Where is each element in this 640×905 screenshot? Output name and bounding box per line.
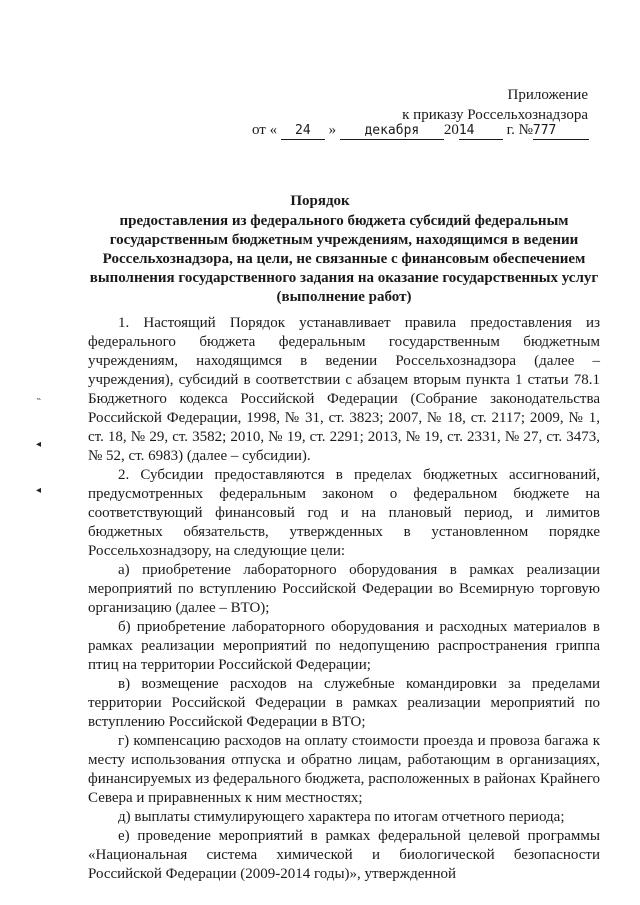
- scan-mark-icon: ◂: [36, 439, 42, 450]
- list-item-g: г) компенсацию расходов на оплату стоимости проезда и провоза багажа к месту использования отпуска и обратно лицам, работающим в организациях, финансируемых из федерального бюджета, расположенных в районах Крайнего Севера и приравненных к ним местностях;: [88, 733, 600, 806]
- list-item-d: д) выплаты стимулирующего характера по итогам отчетного периода;: [118, 809, 565, 825]
- scan-mark-icon: ◂: [36, 485, 42, 496]
- scan-mark-icon: ˵: [37, 393, 41, 404]
- order-reference: к приказу Россельхознадзора: [402, 107, 588, 123]
- document-body: [88, 314, 600, 884]
- year-suffix: 14: [459, 123, 503, 140]
- year-number-label: г. №: [506, 122, 533, 138]
- order-day: 24: [281, 123, 325, 140]
- paragraph-2: 2. Субсидии предоставляются в пределах бюджетных ассигнований, предусмотренных федеральным законом о федеральном бюджете на соответствующий финансовый год и на плановый период, и лимитов бюджетных обязательств, утвержденных в установленном порядке Россельхознадзору, на следующие цели:: [88, 467, 600, 559]
- list-item-v: в) возмещение расходов на служебные командировки за пределами территории Российской Федерации в рамках реализации мероприятий по вступлению Российской Федерации в ВТО;: [88, 676, 600, 730]
- order-month: декабря: [340, 123, 444, 140]
- appendix-block: [402, 85, 588, 125]
- appendix-label: Приложение: [507, 87, 588, 103]
- list-item-e: е) проведение мероприятий в рамках федеральной целевой программы «Национальная система химической и биологической безопасности Российской Федерации (2009-2014 годы)», утвержденной: [88, 828, 600, 882]
- from-prefix: от «: [252, 122, 278, 138]
- document-subtitle: предоставления из федерального бюджета субсидий федеральным государственным бюджетным учреждениям, находящимся в ведении Россельхознадзора, на цели, не связанные с финансовым обеспечением выполнения государственного задания на оказание государственных услуг (выполнение работ): [89, 213, 599, 305]
- quote-close: »: [328, 122, 337, 138]
- order-number: 777: [533, 123, 589, 140]
- document-title: Порядок: [290, 193, 350, 209]
- list-item-a: а) приобретение лабораторного оборудования в рамках реализации мероприятий по вступлению Российской Федерации во Всемирную торговую организацию (далее – ВТО);: [88, 562, 600, 616]
- year-prefix: 20: [443, 122, 459, 138]
- list-item-b: б) приобретение лабораторного оборудования и расходных материалов в рамках реализации мероприятий по недопущению распространения гриппа птиц на территории Российской Федерации;: [88, 619, 600, 673]
- order-date-number-line: [252, 120, 592, 140]
- paragraph-1: 1. Настоящий Порядок устанавливает правила предоставления из федерального бюджета федеральным государственным бюджетным учреждениям, находящимся в ведении Россельхознадзора (далее – учреждения), субсидий в соответствии с абзацем вторым пункта 1 статьи 78.1 Бюджетного кодекса Российской Федерации (Собрание законодательства Российской Федерации, 1998, № 31, ст. 3823; 2007, № 18, ст. 2117; 2009, № 1, ст. 18, № 29, ст. 3582; 2010, № 19, ст. 2291; 2013, № 19, ст. 2331, № 27, ст. 3473, № 52, ст. 6983) (далее – субсидии).: [88, 315, 600, 464]
